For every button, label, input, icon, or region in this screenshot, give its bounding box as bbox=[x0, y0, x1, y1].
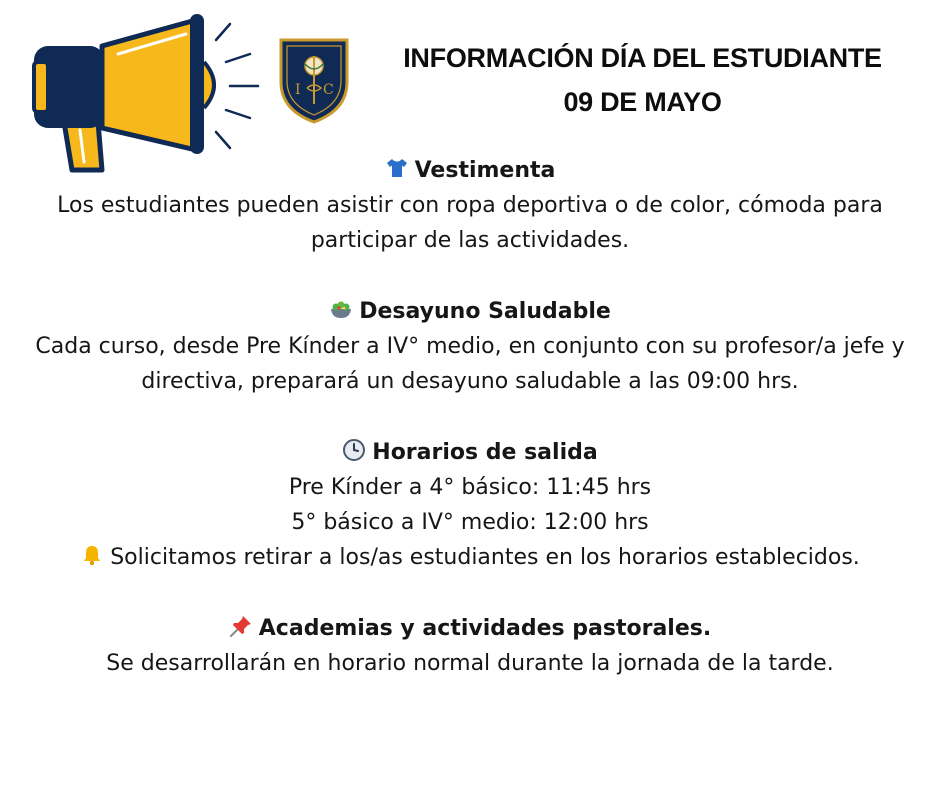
bell-icon bbox=[80, 543, 104, 567]
section-vestimenta bbox=[20, 153, 920, 258]
title-line-1: INFORMACIÓN DÍA DEL ESTUDIANTE bbox=[403, 43, 882, 73]
crest-letter-i: I bbox=[295, 82, 301, 98]
notice-text: Solicitamos retirar a los/as estudiantes en los horarios establecidos. bbox=[110, 545, 860, 570]
heading-desayuno: Desayuno Saludable bbox=[359, 299, 611, 324]
clock-icon bbox=[342, 438, 366, 462]
heading-horarios: Horarios de salida bbox=[372, 440, 598, 465]
section-heading bbox=[20, 153, 920, 188]
announcement-body bbox=[20, 153, 920, 681]
heading-vestimenta: Vestimenta bbox=[414, 158, 556, 183]
salad-icon bbox=[329, 297, 353, 321]
section-heading bbox=[20, 611, 920, 646]
desayuno-text: Cada curso, desde Pre Kínder a IV° medio, en conjunto con su profesor/a jefe y directiva, preparará un desayuno saludable a las 09:00 hrs. bbox=[35, 334, 905, 394]
vestimenta-text: Los estudiantes pueden asistir con ropa deportiva o de color, cómoda para participar de las actividades. bbox=[57, 193, 883, 253]
crest-letter-c: C bbox=[323, 82, 334, 98]
horario-line-1: Pre Kínder a 4° básico: 11:45 hrs bbox=[288, 475, 652, 500]
pushpin-icon bbox=[229, 614, 253, 638]
section-heading bbox=[20, 435, 920, 470]
section-horarios bbox=[20, 435, 920, 575]
section-desayuno bbox=[20, 294, 920, 399]
horario-line-2: 5° básico a IV° medio: 12:00 hrs bbox=[291, 510, 649, 535]
horario-notice bbox=[20, 540, 920, 575]
section-academias bbox=[20, 611, 920, 681]
academias-text: Se desarrollarán en horario normal durante la jornada de la tarde. bbox=[106, 651, 834, 676]
title-line-2: 09 DE MAYO bbox=[563, 87, 722, 117]
tshirt-icon bbox=[385, 156, 409, 180]
page-title bbox=[365, 36, 920, 124]
heading-academias: Academias y actividades pastorales. bbox=[258, 616, 712, 641]
section-heading bbox=[20, 294, 920, 329]
school-crest-icon bbox=[275, 34, 353, 124]
